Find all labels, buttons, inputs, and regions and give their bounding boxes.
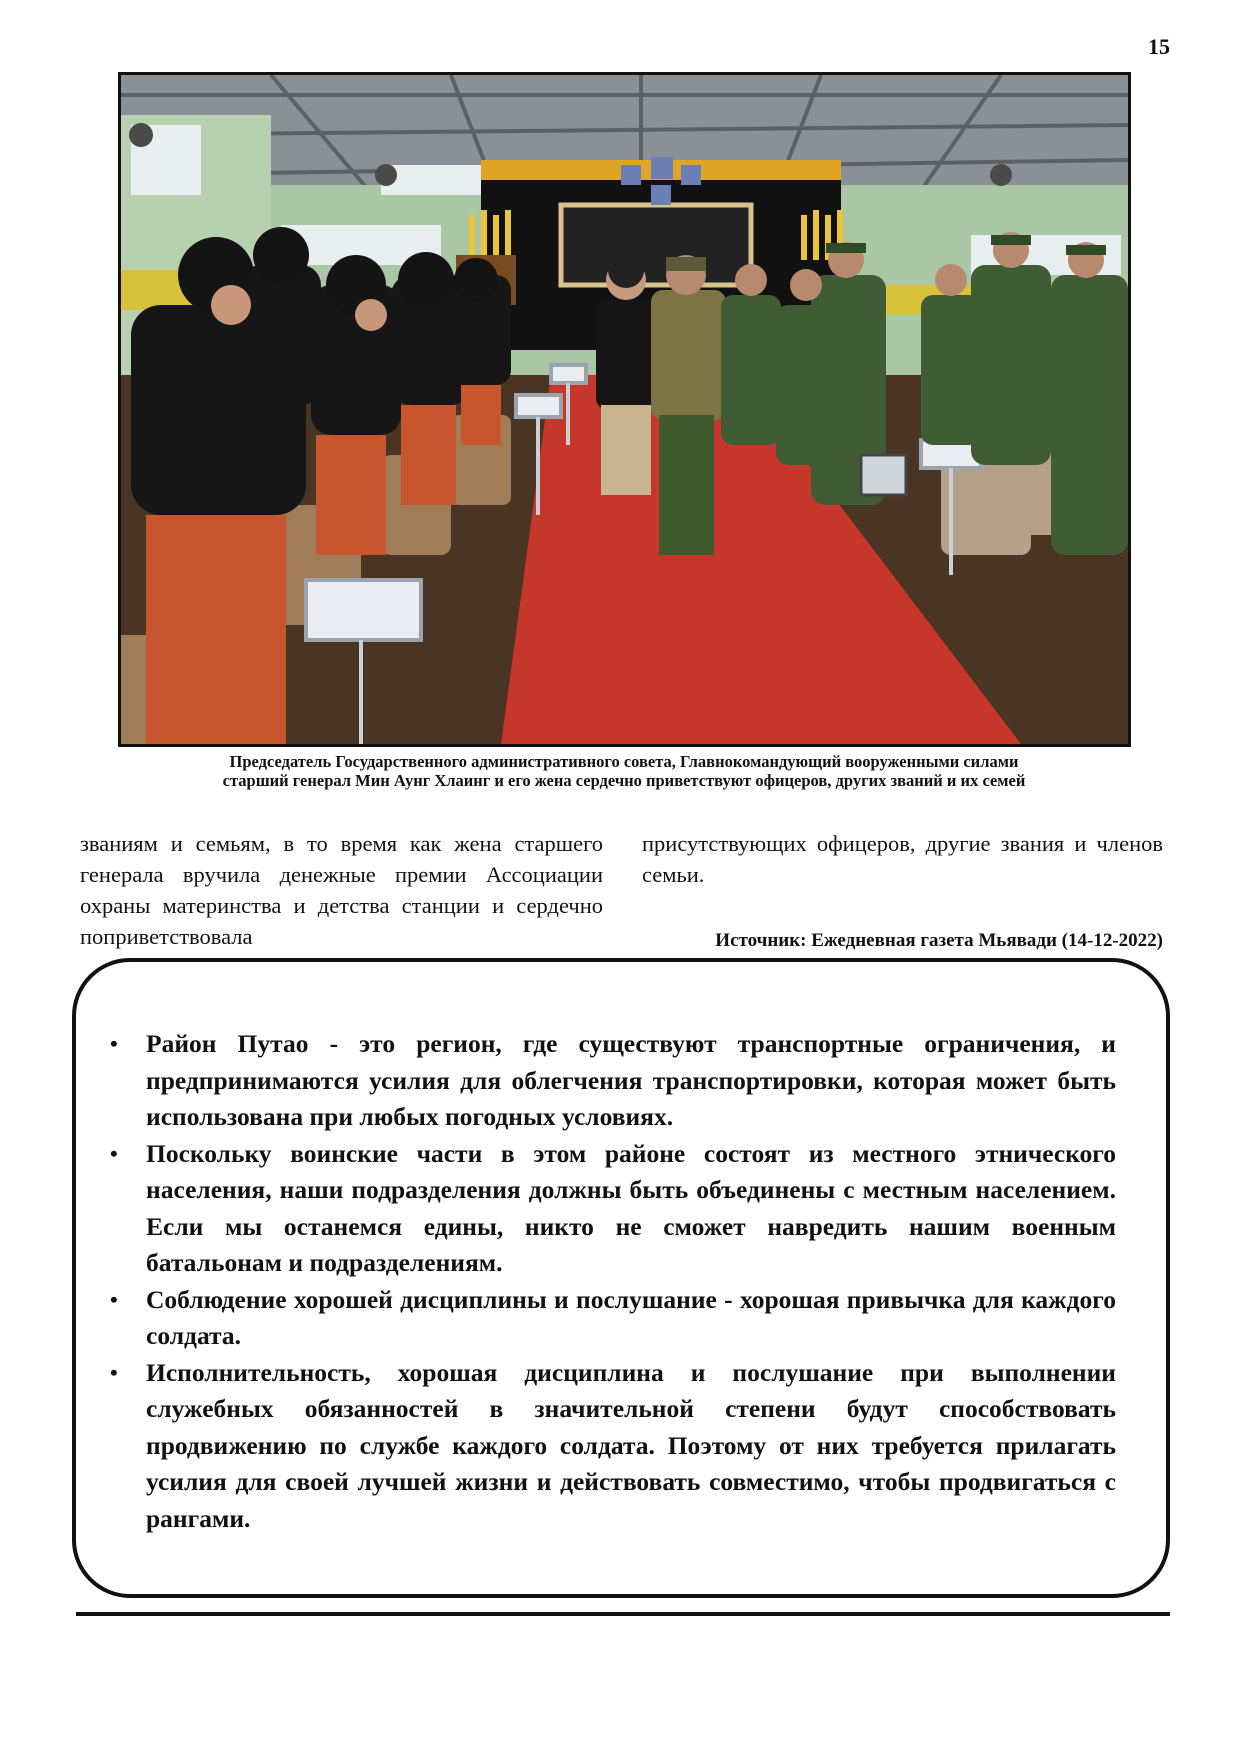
bullet-icon: • xyxy=(110,1140,118,1166)
photo-caption xyxy=(100,752,1148,790)
article-left-text: званиям и семьям, в то время как жена старшего генерала вручила денежные премии Ассоциации охраны материнства и детства станции и сердечно поприветствовала xyxy=(80,831,603,949)
article-right-text: присутствующих офицеров, другие звания и членов семьи. xyxy=(642,831,1163,887)
summary-list xyxy=(110,1026,1116,1537)
caption-line-2: старший генерал Мин Аунг Хлаинг и его жена сердечно приветствуют офицеров, других званий и их семей xyxy=(222,771,1026,790)
summary-item xyxy=(110,1026,1116,1136)
bottom-divider xyxy=(76,1612,1170,1616)
page-number: 15 xyxy=(1148,34,1170,59)
caption-line-1: Председатель Государственного административного совета, Главнокомандующий вооруженными силами xyxy=(229,752,1019,771)
summary-item xyxy=(110,1355,1116,1538)
article-source: Источник: Ежедневная газета Мьявади (14-12-2022) xyxy=(715,930,1163,951)
summary-item-text: Исполнительность, хорошая дисциплина и послушание при выполнении служебных обязанностей в значительной степени будут способствовать продвижению по службе каждого солдата. Поэтому от них требуется прилагать усилия для своей лучшей жизни и действовать совместимо, чтобы продвигаться с рангами. xyxy=(146,1357,1116,1533)
bullet-icon: • xyxy=(110,1031,118,1056)
hall-reception-illustration xyxy=(121,75,1128,744)
summary-item xyxy=(110,1282,1116,1355)
summary-item-text: Поскольку воинские части в этом районе состоят из местного этнического населения, наши подразделения должны быть объединены с местным населением. Если мы останемся едины, никто не сможет навредить нашим военным батальонам и подразделениям. xyxy=(146,1138,1116,1277)
summary-item xyxy=(110,1136,1116,1282)
bullet-icon: • xyxy=(110,1359,118,1385)
event-photo xyxy=(118,72,1131,747)
summary-item-text: Соблюдение хорошей дисциплины и послушание - хорошая привычка для каждого солдата. xyxy=(146,1284,1116,1350)
summary-box xyxy=(72,958,1170,1598)
summary-item-text: Район Путао - это регион, где существуют транспортные ограничения, и предпринимаются усилия для облегчения транспортировки, которая может быть использована при любых погодных условиях. xyxy=(146,1029,1116,1131)
article-right-column xyxy=(642,828,1163,890)
article-left-column xyxy=(80,828,603,952)
bullet-icon: • xyxy=(110,1286,118,1312)
